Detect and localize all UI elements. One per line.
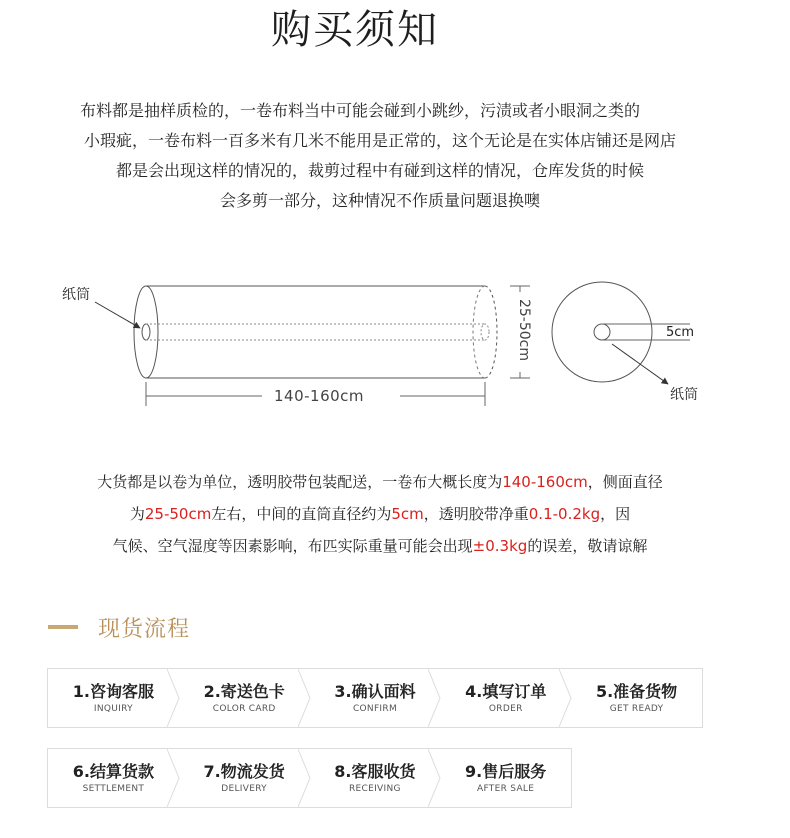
core-diameter-label: 5cm (666, 325, 695, 340)
chevron-right-icon (167, 749, 181, 807)
error-highlight: ±0.3kg (472, 537, 528, 555)
step-title: 1.咨询客服 (72, 682, 154, 701)
desc-text: 大货都是以卷为单位，透明胶带包装配送，一卷布大概长度为 (97, 473, 503, 491)
section-title: 现货流程 (98, 616, 191, 642)
step-subtitle: INQUIRY (93, 704, 133, 714)
diameter-highlight: 25-50cm (144, 505, 212, 523)
notice-line: 小瑕疵，一卷布料一百多米有几米不能用是正常的，这个无论是在实体店铺还是网店 (83, 131, 676, 150)
step-subtitle: RECEIVING (348, 784, 401, 794)
flow-step (179, 749, 310, 807)
desc-line-2 (0, 498, 760, 530)
desc-text: 为 (129, 505, 145, 523)
flow-step (310, 669, 441, 727)
step-title: 5.准备货物 (595, 682, 678, 701)
step-subtitle: ORDER (488, 704, 523, 714)
step-subtitle: SETTLEMENT (82, 784, 145, 794)
chevron-right-icon (428, 749, 442, 807)
flow-step (48, 669, 179, 727)
desc-line-1 (0, 466, 760, 498)
notice-line: 会多剪一部分，这种情况不作质量问题退换噢 (219, 191, 540, 210)
step-subtitle: GET READY (609, 704, 664, 714)
notice-line: 都是会出现这样的情况的，裁剪过程中有碰到这样的情况，仓库发货的时候 (115, 161, 644, 180)
flow-step (310, 749, 441, 807)
step-title: 3.确认面料 (334, 682, 416, 701)
chevron-right-icon (559, 669, 573, 727)
step-subtitle: CONFIRM (352, 704, 398, 714)
flow-step (48, 749, 179, 807)
desc-text: ，因 (600, 505, 631, 523)
chevron-right-icon (298, 669, 312, 727)
flow-step (440, 669, 571, 727)
desc-text: 左右，中间的直筒直径约为 (211, 505, 392, 523)
desc-text: ，侧面直径 (587, 473, 663, 491)
desc-line-3 (0, 530, 760, 562)
page-title: 购买须知 (271, 7, 439, 53)
flow-step (571, 669, 702, 727)
section-header (48, 610, 190, 644)
fabric-roll-diagram (0, 262, 790, 422)
notice-line: 布料都是抽样质检的，一卷布料当中可能会碰到小跳纱，污渍或者小眼洞之类的 (80, 101, 641, 120)
process-flow-row-1 (47, 668, 703, 728)
desc-text: ，透明胶带净重 (423, 505, 529, 523)
chevron-right-icon (428, 669, 442, 727)
step-title: 8.客服收货 (334, 762, 416, 781)
section-bar (48, 625, 78, 629)
tape-weight-highlight: 0.1-0.2kg (528, 505, 601, 523)
desc-text: 气候、空气湿度等因素影响，布匹实际重量可能会出现 (112, 537, 473, 555)
step-subtitle: DELIVERY (221, 784, 267, 794)
tube-label-right: 纸筒 (670, 387, 698, 403)
process-flow-row-2 (47, 748, 572, 808)
notice-paragraph (40, 96, 720, 216)
left-tube-arrow (95, 302, 140, 328)
roll-side-view (134, 286, 497, 378)
desc-text: 的误差，敬请谅解 (527, 537, 648, 555)
chevron-right-icon (298, 749, 312, 807)
step-title: 4.填写订单 (465, 682, 547, 701)
flow-step (440, 749, 571, 807)
step-title: 2.寄送色卡 (203, 682, 285, 701)
length-highlight: 140-160cm (502, 473, 588, 491)
tube-label-left: 纸筒 (62, 287, 90, 303)
step-title: 6.结算货款 (72, 762, 154, 781)
diameter-label: 25-50cm (516, 298, 532, 361)
step-title: 7.物流发货 (203, 762, 285, 781)
step-title: 9.售后服务 (465, 762, 547, 781)
flow-step (179, 669, 310, 727)
length-label: 140-160cm (274, 387, 365, 405)
core-highlight: 5cm (391, 505, 424, 523)
shipping-description (0, 466, 760, 562)
step-subtitle: AFTER SALE (477, 784, 535, 794)
step-subtitle: COLOR CARD (212, 704, 276, 714)
chevron-right-icon (167, 669, 181, 727)
